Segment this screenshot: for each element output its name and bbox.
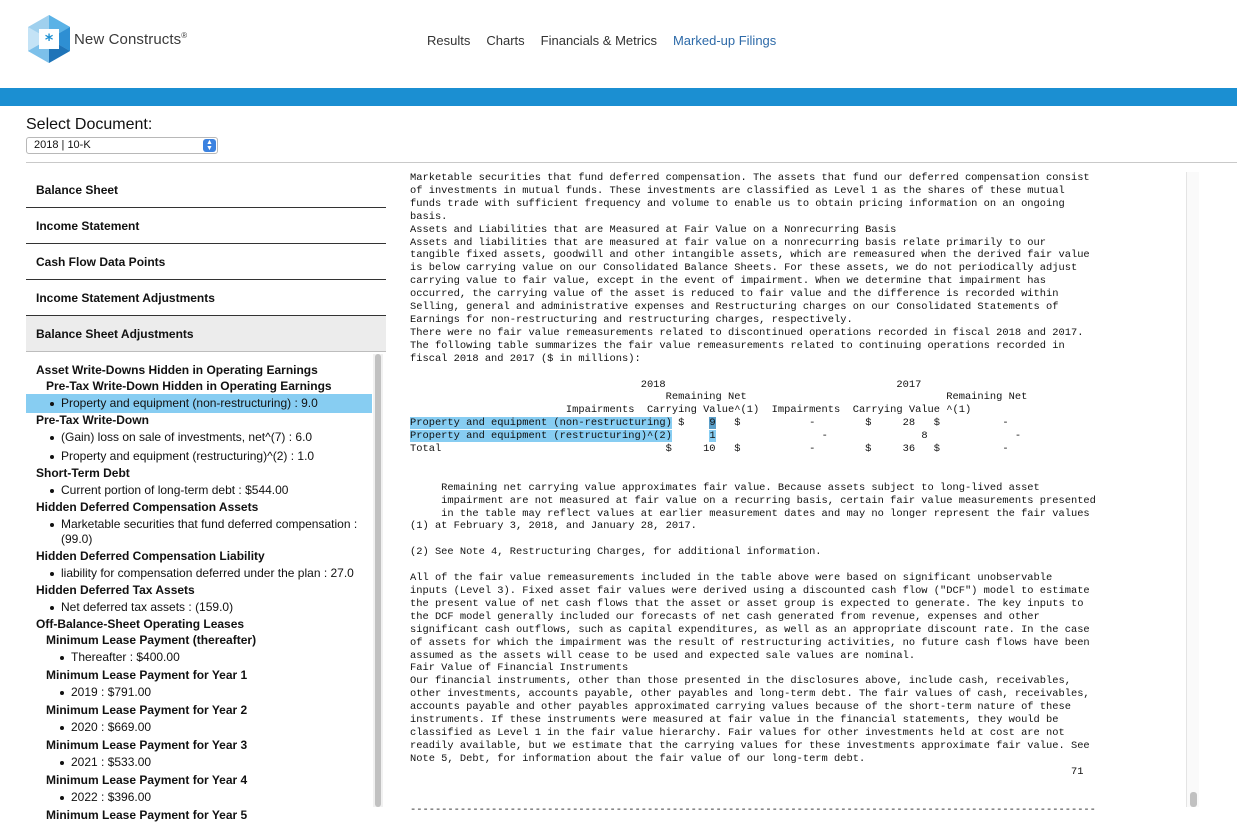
menu-income-statement-adjustments[interactable]: Income Statement Adjustments — [26, 280, 386, 316]
tree-group-heading[interactable]: Hidden Deferred Compensation Assets — [36, 500, 259, 514]
tree-leaf[interactable]: Current portion of long-term debt : $544.00 — [26, 481, 372, 500]
nav-results[interactable]: Results — [427, 33, 471, 48]
tree-subgroup-heading[interactable]: Pre-Tax Write-Down Hidden in Operating Earnings — [46, 379, 332, 393]
tree-leaf[interactable]: 2021 : $533.00 — [26, 753, 372, 772]
menu-cash-flow-data-points[interactable]: Cash Flow Data Points — [26, 244, 386, 280]
menu-income-statement[interactable]: Income Statement — [26, 208, 386, 244]
tree-group-heading[interactable]: Off-Balance-Sheet Operating Leases — [36, 617, 245, 631]
tree-leaf[interactable]: Thereafter : $400.00 — [26, 648, 372, 667]
tree-leaf[interactable]: 2019 : $791.00 — [26, 683, 372, 702]
nav-marked-up-filings[interactable]: Marked-up Filings — [672, 33, 777, 48]
doc-text: $ - $ 28 $ - — [715, 417, 1009, 430]
main-nav — [427, 33, 792, 48]
document-scrollbar[interactable] — [1186, 172, 1199, 807]
doc-text-bottom: Total $ 10 $ - $ 36 $ - Remaining net carrying value approximates fair value. Because assets subject to long-lived asset impairment are not measured at fair value on a recurring basis, certain fair value measurements presented in the table may reflect values at earlier measurement dates and may no longer represent the fair values (1) at February 3, 2018, and January 28, 2017. (2) See Note 4, Restructuring Charges, for additional information. All of the fair value remeasurements included in the table above were based on significant unobservable inputs (Level 3). Fixed asset fair values were derived using a discounted cash flow ("DCF") model to estimate the present value of net cash flows that the asset or asset group is expected to generate. The key inputs to the DCF model generally included our forecasts of net cash generated from revenue, expenses and other significant cash outflows, such as capital expenditures, as well as an appropriate discount rate. In the case of assets for which the impairment was the result of restructuring activities, no future cash flows have been assumed as the assets will cease to be used and expected sale values are nominal. Fair Value of Financial Instruments Our financial instruments, other than those presented in the disclosures above, include cash, receivables, other investments, accounts payable, other payables and long-term debt. The fair values of cash, receivables, accounts payable and other payables approximated carrying values because of the short-term nature of these instruments. If these instruments were measured at fair value in the financial statements, they would be classified as Level 1 in the fair value hierarchy. Fair values for other investments held at cost are not readily available, but we estimate that the carrying values for these investments approximate fair value. See Note 5, Debt, for information about the fair value of our long-term debt. 71 -------------------------------------------------------------------------------------------------------------- — [410, 443, 1096, 817]
tree-group-heading[interactable]: Hidden Deferred Compensation Liability — [36, 549, 265, 563]
tree-subgroup-heading[interactable]: Minimum Lease Payment for Year 5 — [46, 808, 248, 822]
app-header — [0, 0, 1237, 88]
doc-highlight-row-label[interactable]: Property and equipment (non-restructuring) — [410, 417, 672, 430]
tree-subgroup-heading[interactable]: Minimum Lease Payment for Year 4 — [46, 773, 248, 787]
tree-scrollbar-thumb[interactable] — [375, 354, 381, 807]
tree-scrollbar[interactable] — [373, 354, 383, 807]
tree-subgroup-heading[interactable]: Minimum Lease Payment for Year 2 — [46, 703, 248, 717]
tree-leaf[interactable]: Marketable securities that fund deferred compensation : (99.0) — [26, 515, 372, 549]
doc-highlight-value[interactable]: 1 — [709, 430, 716, 443]
select-document-label: Select Document: — [26, 116, 153, 133]
tree-leaf[interactable]: (Gain) loss on sale of investments, net^(7) : 6.0 — [26, 428, 372, 447]
adjustments-tree — [26, 360, 372, 822]
accent-bar — [0, 88, 1237, 106]
doc-text — [672, 430, 709, 442]
tree-subgroup-heading[interactable]: Minimum Lease Payment for Year 3 — [46, 738, 248, 752]
doc-highlight-row-label[interactable]: Property and equipment (restructuring)^(2) — [410, 430, 672, 443]
tree-group-heading[interactable]: Pre-Tax Write-Down — [36, 413, 149, 427]
doc-text: $ — [671, 417, 710, 430]
menu-balance-sheet-adjustments[interactable]: Balance Sheet Adjustments — [26, 316, 386, 352]
nav-financials-metrics[interactable]: Financials & Metrics — [540, 33, 657, 48]
doc-text: - 8 - — [715, 430, 1022, 443]
doc-highlight-value[interactable]: 9 — [709, 417, 716, 430]
tree-group-heading[interactable]: Hidden Deferred Tax Assets — [36, 583, 195, 597]
tree-group-heading[interactable]: Asset Write-Downs Hidden in Operating Earnings — [36, 363, 318, 377]
tree-leaf-selected[interactable]: Property and equipment (non-restructuring) : 9.0 — [26, 394, 372, 413]
doc-text-top: Marketable securities that fund deferred compensation. The assets that fund our deferred compensation consist of investments in mutual funds. These investments are classified as Level 1 as the shares of these mutual funds trade with sufficient frequency and volume to enable us to obtain pricing information on an ongoing basis. Assets and Liabilities that are Measured at Fair Value on a Nonrecurring Basis Assets and liabilities that are measured at fair value on a nonrecurring basis relate primarily to our tangible fixed assets, goodwill and other intangible assets, which are remeasured when the derived fair value is below carrying value on our Consolidated Balance Sheets. For these assets, we do not periodically adjust carrying value to fair value, except in the event of impairment. When we determine that impairment has occurred, the carrying value of the asset is reduced to fair value and the difference is recorded within Selling, general and administrative expenses and Restructuring charges on our Consolidated Statements of Earnings for non-restructuring and restructuring charges, respectively. There were no fair value remeasurements related to discontinued operations recorded in fiscal 2018 and 2017. The following table summarizes the fair value remeasurements related to continuing operations recorded in fiscal 2018 and 2017 ($ in millions): 2018 2017 Remaining Net Remaining Net Impairments Carrying Value^(1) Impairments Carrying Value ^(1) — [410, 172, 1090, 417]
tree-leaf[interactable]: Property and equipment (restructuring)^(2) : 1.0 — [26, 447, 372, 466]
document-select-value: 2018 | 10-K — [34, 139, 91, 151]
tree-leaf[interactable]: 2020 : $669.00 — [26, 718, 372, 737]
tree-group-heading[interactable]: Short-Term Debt — [36, 466, 130, 480]
statement-menu — [26, 172, 386, 352]
new-constructs-logo-icon[interactable] — [26, 14, 72, 64]
nav-charts[interactable]: Charts — [486, 33, 525, 48]
brand-name[interactable]: New Constructs® — [74, 31, 188, 48]
filing-document — [410, 172, 1186, 817]
menu-balance-sheet[interactable]: Balance Sheet — [26, 172, 386, 208]
document-scrollbar-thumb[interactable] — [1190, 792, 1197, 807]
tree-subgroup-heading[interactable]: Minimum Lease Payment for Year 1 — [46, 668, 248, 682]
tree-subgroup-heading[interactable]: Minimum Lease Payment (thereafter) — [46, 633, 257, 647]
document-select[interactable] — [26, 137, 218, 154]
tree-leaf[interactable]: Net deferred tax assets : (159.0) — [26, 598, 372, 617]
svg-text:*: * — [44, 30, 54, 49]
select-chevron-icon: ▲ ▼ — [203, 139, 216, 152]
tree-leaf[interactable]: liability for compensation deferred under the plan : 27.0 — [26, 564, 372, 583]
tree-leaf[interactable]: 2022 : $396.00 — [26, 788, 372, 807]
divider — [26, 162, 1237, 163]
